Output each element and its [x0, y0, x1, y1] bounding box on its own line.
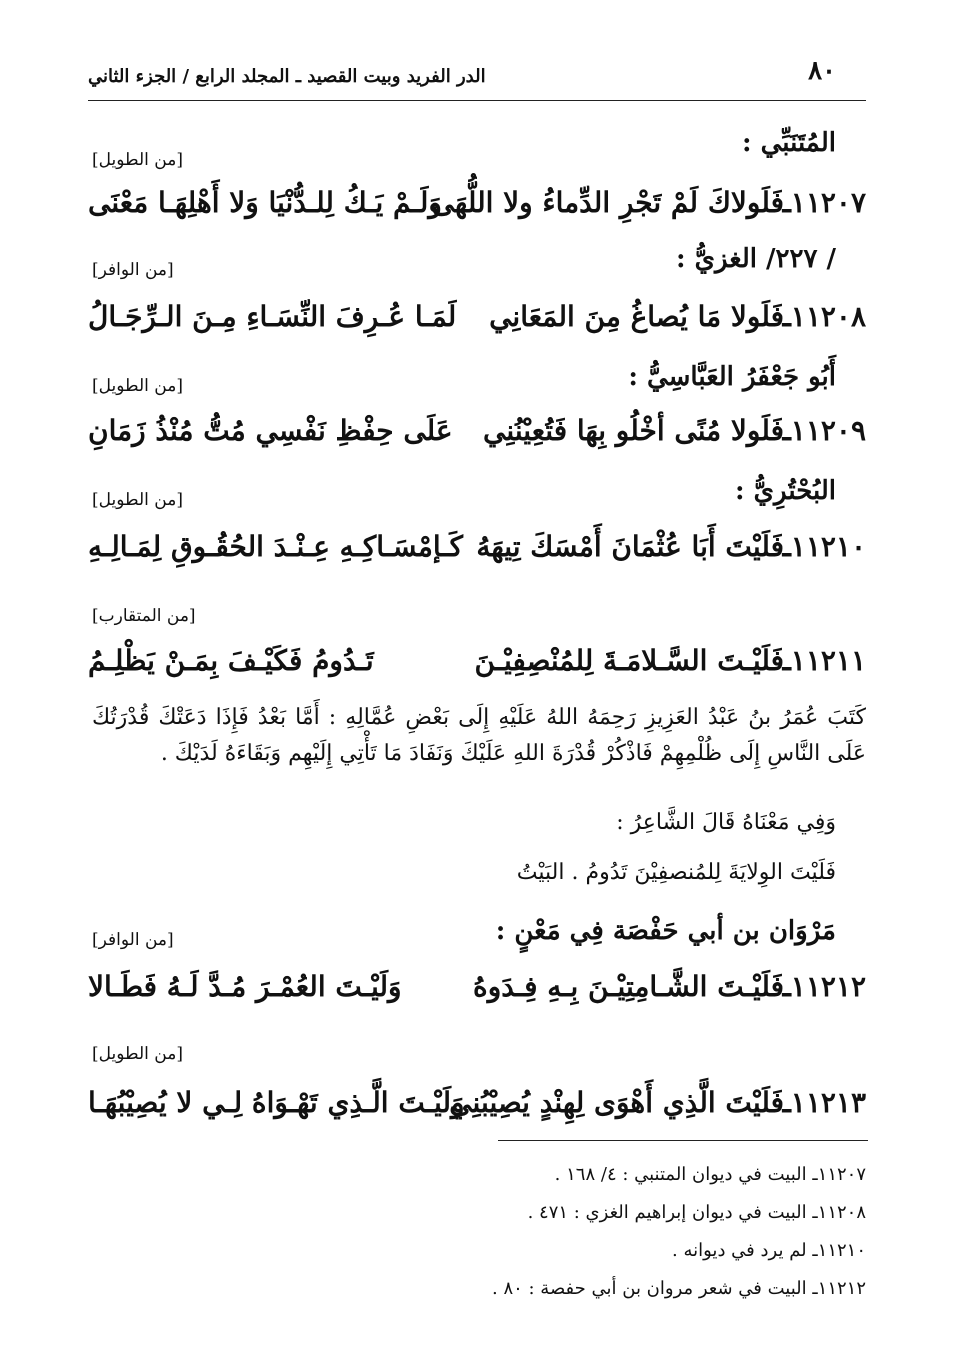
verse-first-hemistich: فَلَولا مُنًى أخْلُو بِهَا فَتُعِيْنُنِي: [483, 414, 784, 447]
footnote-separator: [498, 1140, 868, 1141]
verse: [88, 414, 866, 458]
poet-name: أَبُو جَعْفَرُ العَبَّاسِيُّ :: [628, 362, 836, 392]
prose-line: وَفِي مَعْنَاهُ قَالَ الشَّاعِرُ :: [616, 810, 836, 835]
prose-line: فَلَيْتَ الوِلايَةَ لِلمُنصفِيْنَ تَدُومُ . البَيْتُ: [516, 860, 836, 885]
verse-first-hemistich: فَلَولاكَ لَمْ تَجْرِ الدِّماءُ ولا اللُّهَى: [431, 186, 784, 219]
verse-first-hemistich: فَلَيْتَ الَّذِي أَهْوَى لِهِنْدٍ يُصِيْبُنِي: [449, 1086, 784, 1119]
verse-first-hemistich: فَلَيْتَ أَبَا عُثْمَانَ أَمْسَكَ تِيهَهُ: [476, 530, 784, 563]
poet-name: مَرْوَان بن أبي حَفْصَة فِي مَعْنٍ :: [495, 916, 836, 946]
verse-second-hemistich: كَـإمْسَـاكِـهِ عِـنْـدَ الحُقُـوقِ لِمَـالِـهِ: [88, 530, 463, 563]
meter-label: [من الطويل]: [92, 1044, 183, 1064]
meter-label: [من الوافر]: [92, 260, 174, 280]
verse-number: ١١٢١٠ـ: [782, 530, 866, 563]
verse-second-hemistich: وَلَيْـتَ الَّـذِي تَهْـوَاهُ لِـي لا يُصِيْبُهَـا: [88, 1086, 465, 1119]
verse-first-hemistich: فَلَولا مَا يُصاغُ مِنَ المَعَانِي: [489, 300, 784, 333]
verse: [88, 530, 866, 574]
verse: [88, 1086, 866, 1130]
verse-number: ١١٢١٢ـ: [782, 970, 866, 1003]
verse-first-hemistich: فَلَيْـتَ السَّـلامَـةَ لِلمُنْصِفِيْـنَ: [474, 644, 784, 677]
verse: [88, 970, 866, 1014]
footnote: ١١٢١٠ـ لم يرد في ديوانه .: [672, 1240, 866, 1261]
poet-name: البُحْتُرِيُّ :: [735, 476, 836, 506]
footnote: ١١٢١٢ـ البيت في شعر مروان بن أبي حفصة : ٨٠ .: [491, 1278, 866, 1299]
verse-first-hemistich: فَلَيْـتَ الشَّـامِتِيْـنَ بِـهِ فِـدَوهُ: [473, 970, 784, 1003]
prose-paragraph: كَتَبَ عُمَرُ بنُ عَبْدُ العَزِيزِ رَحِمَهُ اللهُ عَلَيْهِ إِلَى بَعْضِ عُمَّالِهِ : أَمَّا بَعْدُ فَإِذَا دَعَتْكَ قُدْرَتُكَ عَلَى النَّاسِ إِلَى ظُلْمِهِمْ فَاذْكُرْ قُدْرَةَ اللهِ عَلَيْكَ وَنَفَادَ مَا تَأْتِي إِلَيْهِم وَبَقَاءَهُ لَدَيْكَ .: [92, 705, 866, 766]
meter-label: [من الطويل]: [92, 376, 183, 396]
footnote: ١١٢٠٧ـ البيت في ديوان المتنبي : ٤/ ١٦٨ .: [554, 1164, 866, 1185]
verse-second-hemistich: وَلَـمْ يَـكُ لِلـدُّنْيَا وَلا أَهْلِهَـا مَعْنَى: [88, 186, 442, 219]
meter-label: [من الطويل]: [92, 150, 183, 170]
meter-label: [من الوافر]: [92, 930, 174, 950]
page-number: ٨٠: [808, 56, 836, 86]
verse: [88, 300, 866, 344]
page-header: [88, 52, 866, 101]
verse-number: ١١٢٠٧ـ: [782, 186, 866, 219]
poet-name: المُتَنَبِّي :: [741, 128, 836, 158]
verse-number: ١١٢١٣ـ: [782, 1086, 866, 1119]
verse-second-hemistich: لَمَـا عُـرِفَ النِّسَـاءِ مِـنَ الـرِّجَـالُ: [88, 300, 457, 333]
verse-number: ١١٢٠٩ـ: [782, 414, 866, 447]
verse: [88, 186, 866, 230]
verse: [88, 644, 866, 688]
verse-number: ١١٢١١ـ: [782, 644, 866, 677]
meter-label: [من الطويل]: [92, 490, 183, 510]
verse-second-hemistich: وَلَيْـتَ العُمْـرَ مُـدَّ لَـهُ فَطَـالا: [88, 970, 402, 1003]
running-head: الدر الفريد وبيت القصيد ـ المجلد الرابع / الجزء الثاني: [88, 66, 486, 87]
verse-second-hemistich: عَلَى حِفْظِ نَفْسِي مُتُّ مُنْذُ زَمَانِ: [88, 414, 453, 447]
meter-label: [من المتقارب]: [92, 606, 196, 626]
verse-second-hemistich: تَـدُومُ فَكَيْـفَ بِمَـنْ يَظْلِـمُ: [88, 644, 374, 677]
verse-number: ١١٢٠٨ـ: [782, 300, 866, 333]
poet-name: / ٢٢٧/ الغزيُّ :: [675, 244, 836, 274]
footnote: ١١٢٠٨ـ البيت في ديوان إبراهيم الغزي : ٤٧١ .: [527, 1202, 866, 1223]
